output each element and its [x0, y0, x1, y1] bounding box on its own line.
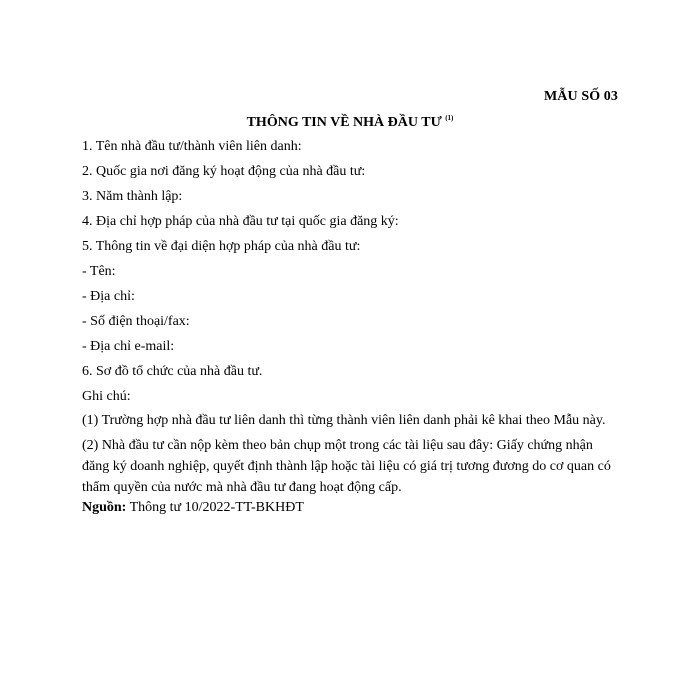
source-label: Nguồn: [82, 500, 127, 515]
title-text: THÔNG TIN VỀ NHÀ ĐẦU TƯ [246, 115, 442, 130]
field-registration-country: 2. Quốc gia nơi đăng ký hoạt động của nhà đầu tư: [82, 164, 366, 179]
title-footnote-marker: (1) [445, 114, 454, 122]
note-2: (2) Nhà đầu tư cần nộp kèm theo bản chụp một trong các tài liệu sau đây: Giấy chứng nhận đăng ký doanh nghiệp, quyết định thành lập hoặc tài liệu có giá trị tương đương do cơ quan có thẩm quyền của nước mà nhà đầu tư đang hoạt động cấp. [82, 438, 611, 495]
field-representative-name: - Tên: [82, 264, 116, 279]
source-line [82, 499, 622, 517]
field-representative-phone-fax: - Số điện thoại/fax: [82, 314, 190, 329]
document-title [0, 114, 700, 131]
field-representative-email: - Địa chỉ e-mail: [82, 339, 175, 354]
form-number: MẪU SỐ 03 [543, 89, 618, 104]
field-legal-representative: 5. Thông tin về đại diện hợp pháp của nhà đầu tư: [82, 239, 361, 254]
field-investor-name: 1. Tên nhà đầu tư/thành viên liên danh: [82, 139, 302, 154]
field-representative-address: - Địa chỉ: [82, 289, 135, 304]
notes-heading: Ghi chú: [82, 389, 131, 404]
field-legal-address: 4. Địa chỉ hợp pháp của nhà đầu tư tại quốc gia đăng ký: [82, 214, 399, 229]
note-1: (1) Trường hợp nhà đầu tư liên danh thì từng thành viên liên danh phải kê khai theo Mẫu này. [82, 413, 606, 428]
field-org-chart: 6. Sơ đồ tổ chức của nhà đầu tư. [82, 364, 263, 379]
field-founding-year: 3. Năm thành lập: [82, 189, 183, 204]
source-value: Thông tư 10/2022-TT-BKHĐT [126, 500, 304, 515]
